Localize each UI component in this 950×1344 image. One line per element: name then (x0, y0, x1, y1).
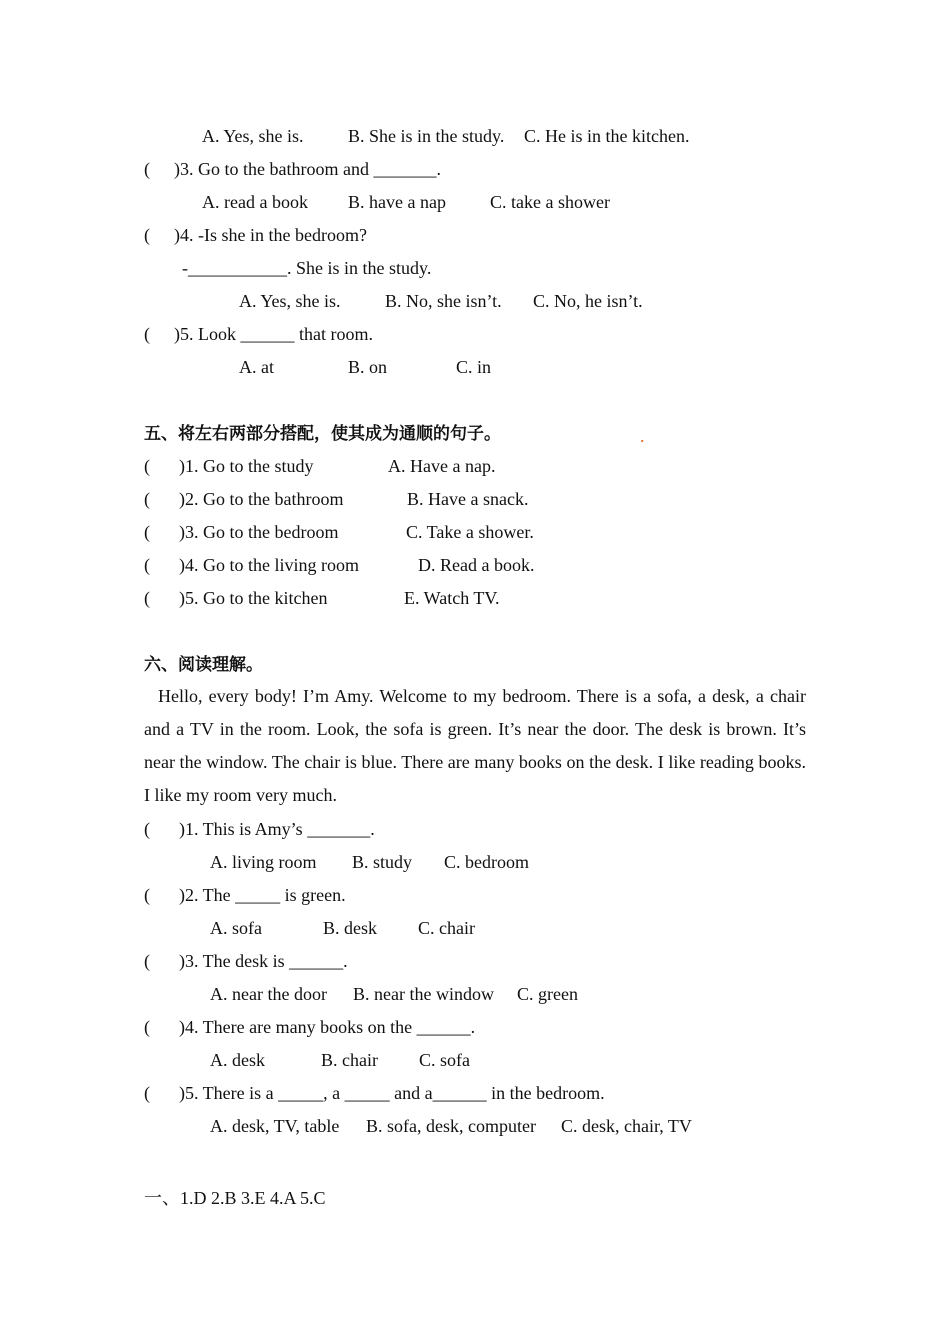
s6-q3-paren: ( (144, 951, 150, 971)
s6-q4-option-a: A. desk (210, 1050, 265, 1070)
s5-row4-paren: ( (144, 555, 150, 575)
s6-q2-option-b: B. desk (323, 918, 377, 938)
reading-passage: Hello, every body! I’m Amy. Welcome to my bedroom. There is a sofa, a desk, a chair and a TV in the room. Look, the sofa is green. It’s near the door. The desk is brown. It’s near the window. The chair is blue. There are many books on the desk. I like reading books. I like my room very much. (144, 686, 806, 805)
s5-row1-paren: ( (144, 456, 150, 476)
s5-row1-right: A. Have a nap. (388, 456, 496, 476)
s4-q2-option-a: A. Yes, she is. (202, 126, 304, 146)
s6-q5-option-b: B. sofa, desk, computer (366, 1116, 536, 1136)
s6-q4-paren: ( (144, 1017, 150, 1037)
s5-row5-paren: ( (144, 588, 150, 608)
s4-q3-option-b: B. have a nap (348, 192, 446, 212)
section6-heading: 六、阅读理解。 (144, 655, 263, 675)
s4-q5-paren: ( (144, 324, 150, 344)
s4-q4-paren: ( (144, 225, 150, 245)
s6-q1-option-a: A. living room (210, 852, 317, 872)
s6-q3-option-b: B. near the window (353, 984, 494, 1004)
s6-q5-option-c: C. desk, chair, TV (561, 1116, 692, 1136)
s5-row1-left: )1. Go to the study (179, 456, 314, 476)
s4-q4-text: )4. -Is she in the bedroom? (174, 225, 367, 245)
s4-q3-paren: ( (144, 159, 150, 179)
s5-row2-paren: ( (144, 489, 150, 509)
s6-q4-option-c: C. sofa (419, 1050, 470, 1070)
s4-q3-option-a: A. read a book (202, 192, 308, 212)
s6-q1-option-c: C. bedroom (444, 852, 529, 872)
s6-q5-paren: ( (144, 1083, 150, 1103)
s6-q5-text: )5. There is a _____, a _____ and a______ in the bedroom. (179, 1083, 605, 1103)
s4-q5-text: )5. Look ______ that room. (174, 324, 373, 344)
s6-q2-option-a: A. sofa (210, 918, 262, 938)
s4-q4-answer-line: -___________. She is in the study. (182, 258, 432, 278)
s6-q3-text: )3. The desk is ______. (179, 951, 348, 971)
s5-row3-left: )3. Go to the bedroom (179, 522, 339, 542)
s6-q4-option-b: B. chair (321, 1050, 378, 1070)
s6-q2-text: )2. The _____ is green. (179, 885, 346, 905)
s5-row3-paren: ( (144, 522, 150, 542)
s6-q1-text: )1. This is Amy’s _______. (179, 819, 375, 839)
s5-row4-left: )4. Go to the living room (179, 555, 359, 575)
s5-row4-right: D. Read a book. (418, 555, 535, 575)
s4-q4-option-a: A. Yes, she is. (239, 291, 341, 311)
s6-q5-option-a: A. desk, TV, table (210, 1116, 340, 1136)
s6-q1-option-b: B. study (352, 852, 413, 872)
s6-q1-paren: ( (144, 819, 150, 839)
s4-q3-option-c: C. take a shower (490, 192, 610, 212)
s5-row3-right: C. Take a shower. (406, 522, 534, 542)
s6-q2-option-c: C. chair (418, 918, 475, 938)
answer-key-line: 一、1.D 2.B 3.E 4.A 5.C (144, 1188, 326, 1208)
s5-row5-left: )5. Go to the kitchen (179, 588, 328, 608)
s4-q5-option-c: C. in (456, 357, 492, 377)
s6-q3-option-a: A. near the door (210, 984, 327, 1004)
decorative-dot: . (640, 426, 645, 446)
section5-heading: 五、将左右两部分搭配，使其成为通顺的句子。 (144, 424, 501, 444)
s4-q5-option-b: B. on (348, 357, 388, 377)
s4-q4-option-c: C. No, he isn’t. (533, 291, 643, 311)
s6-q4-text: )4. There are many books on the ______. (179, 1017, 476, 1037)
s5-row2-left: )2. Go to the bathroom (179, 489, 344, 509)
s4-q3-text: )3. Go to the bathroom and _______. (174, 159, 441, 179)
s4-q2-option-c: C. He is in the kitchen. (524, 126, 690, 146)
s4-q2-option-b: B. She is in the study. (348, 126, 505, 146)
s4-q5-option-a: A. at (239, 357, 274, 377)
s5-row2-right: B. Have a snack. (407, 489, 529, 509)
s4-q4-option-b: B. No, she isn’t. (385, 291, 502, 311)
s6-q3-option-c: C. green (517, 984, 578, 1004)
s6-q2-paren: ( (144, 885, 150, 905)
s5-row5-right: E. Watch TV. (404, 588, 500, 608)
